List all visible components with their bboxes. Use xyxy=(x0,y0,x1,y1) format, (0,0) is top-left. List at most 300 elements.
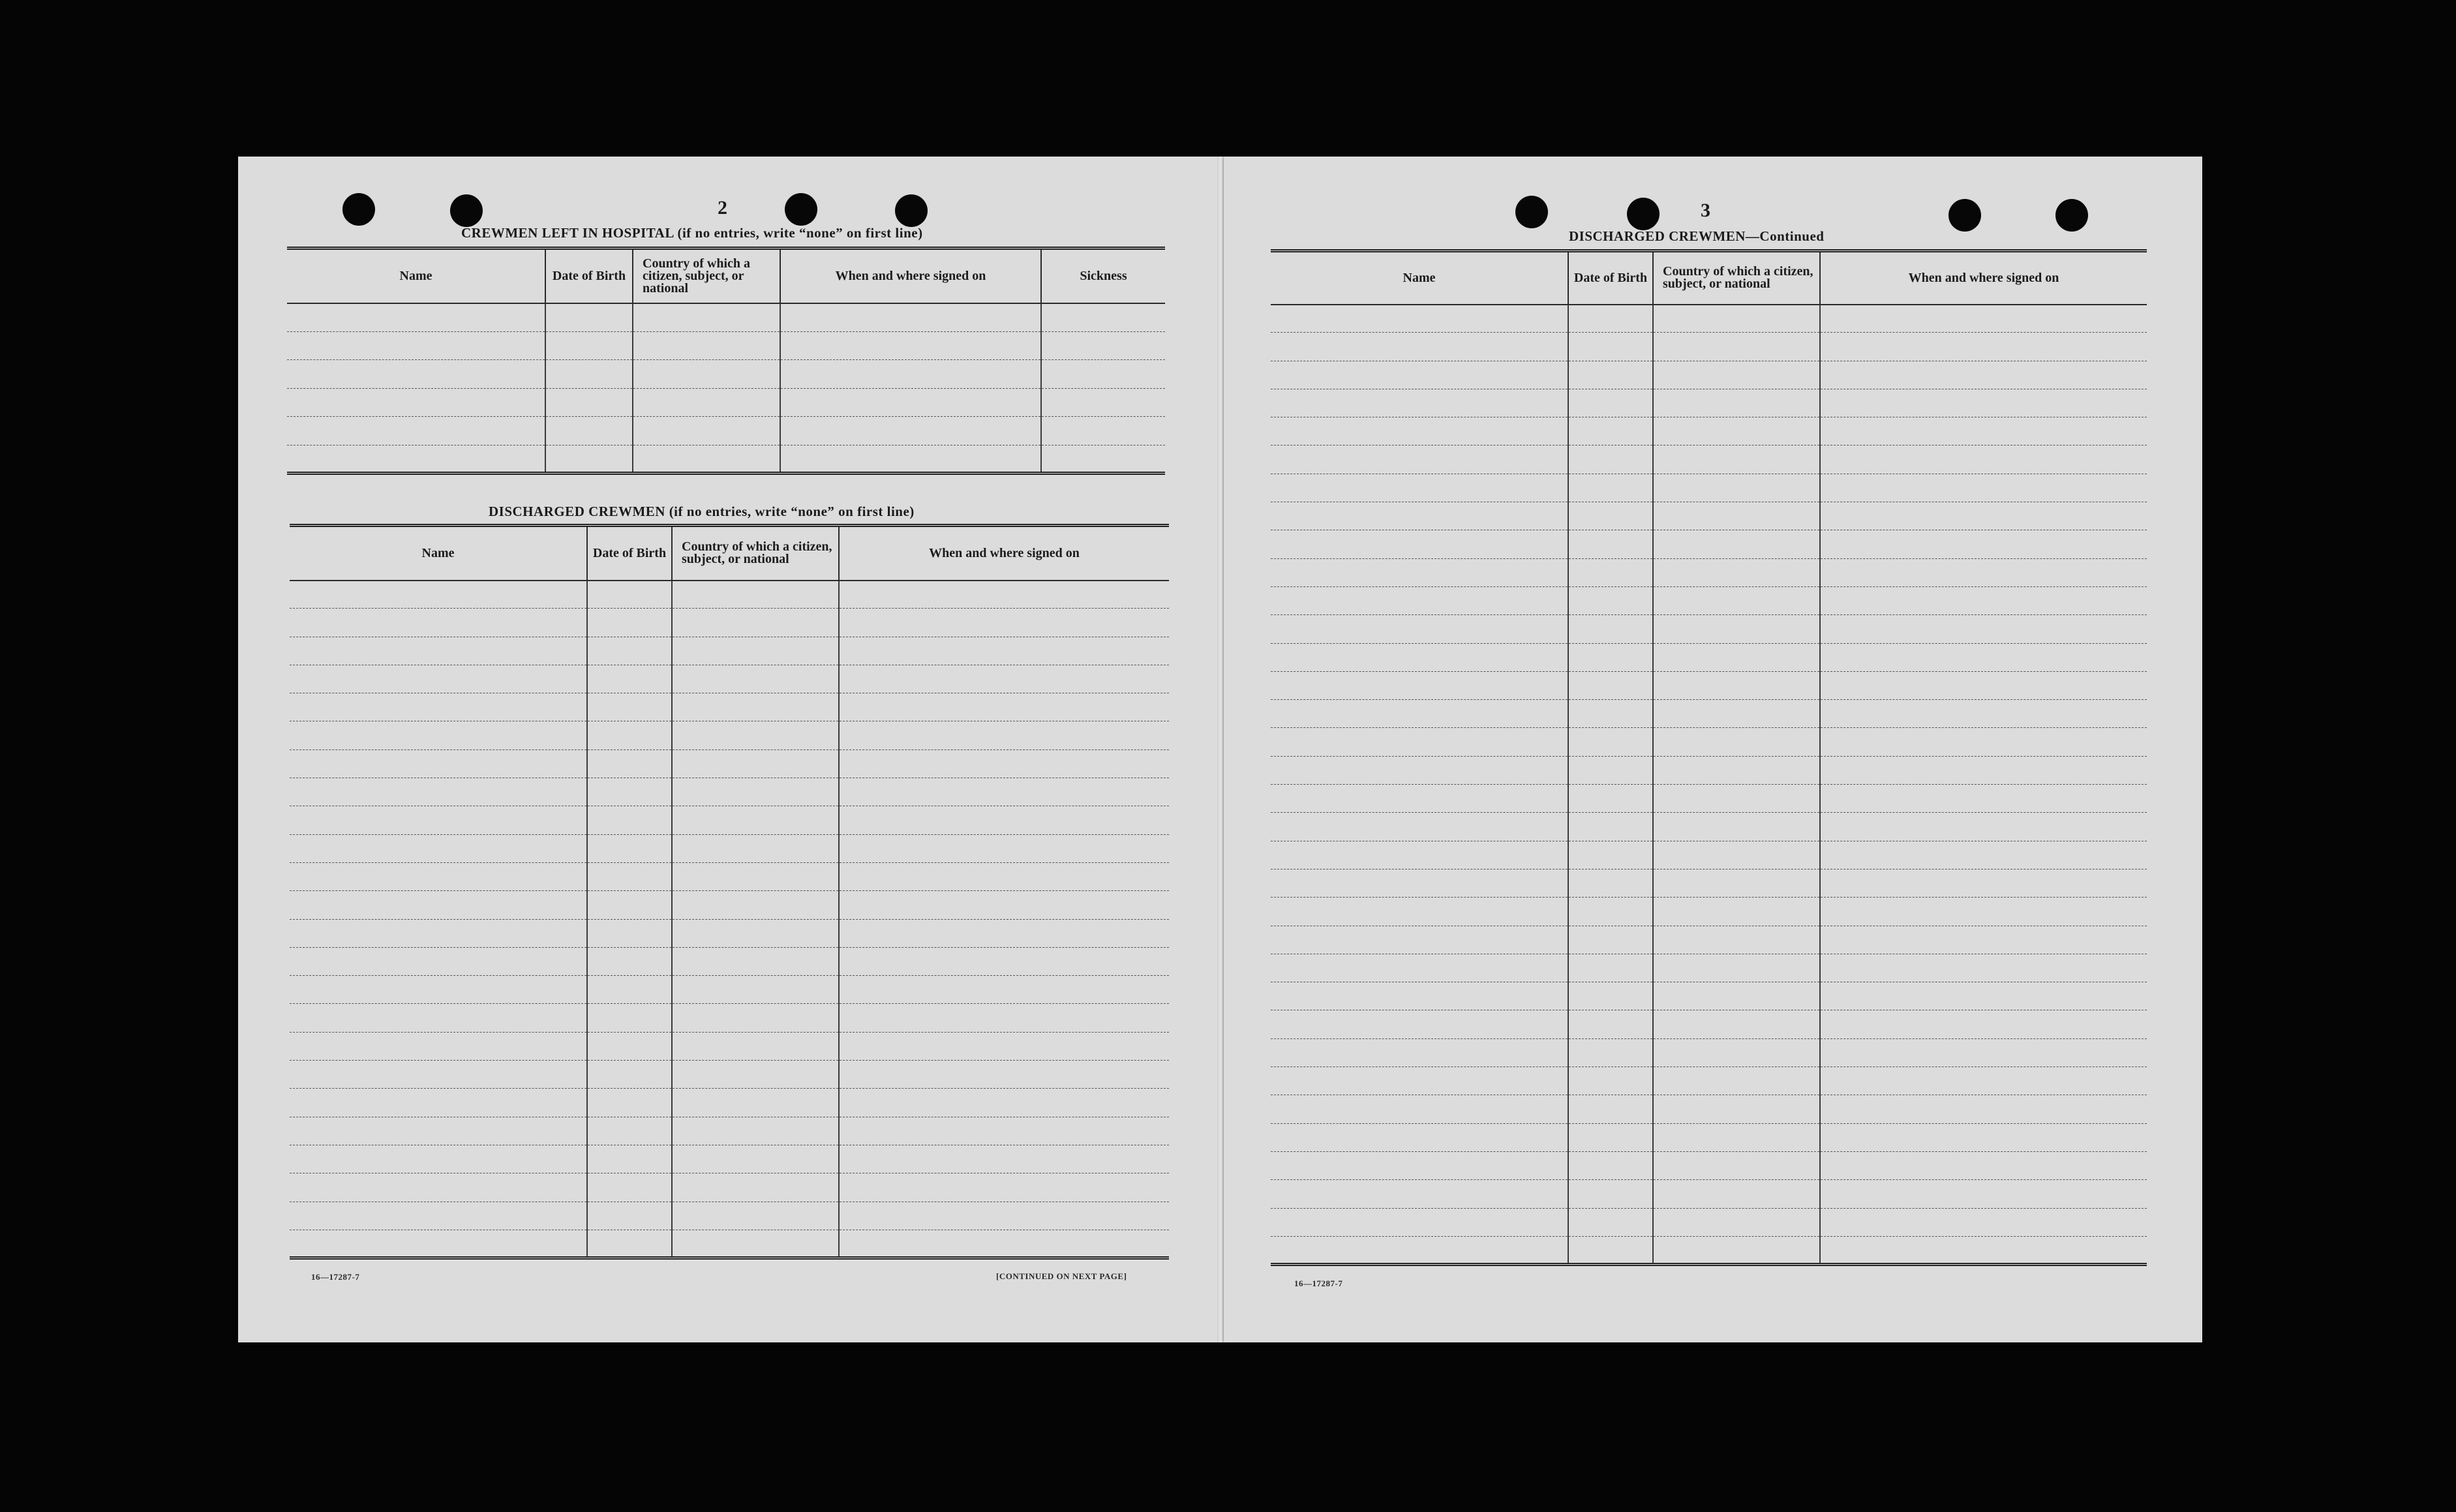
blank-entry-cell xyxy=(290,1202,587,1230)
blank-entry-cell xyxy=(290,609,587,637)
blank-entry-cell xyxy=(1568,869,1653,897)
blank-entry-cell xyxy=(1653,1010,1820,1038)
hospital-section-title xyxy=(461,225,923,241)
hospital-title-note: (if no entries, write “none” on first line) xyxy=(677,225,923,241)
blank-entry-cell xyxy=(290,976,587,1004)
blank-entry-cell xyxy=(1271,1067,1568,1095)
blank-entry-cell xyxy=(1271,389,1568,417)
page-number: 2 xyxy=(718,197,727,219)
blank-entry-cell xyxy=(1653,502,1820,530)
blank-entry-row xyxy=(290,581,1169,609)
blank-entry-cell xyxy=(1271,785,1568,813)
blank-entry-cell xyxy=(1271,305,1568,333)
blank-entry-cell xyxy=(1271,361,1568,389)
col-header-signed-on: When and where signed on xyxy=(1820,251,2147,305)
blank-entry-cell xyxy=(290,919,587,947)
blank-entry-cell xyxy=(287,445,545,474)
blank-entry-cell xyxy=(287,360,545,389)
blank-entry-cell xyxy=(1271,333,1568,361)
blank-entry-cell xyxy=(1271,558,1568,586)
blank-entry-cell xyxy=(633,388,780,417)
blank-entry-cell xyxy=(587,721,672,749)
blank-entry-cell xyxy=(1820,474,2147,502)
blank-entry-cell xyxy=(1820,926,2147,954)
blank-entry-cell xyxy=(1568,700,1653,728)
blank-entry-cell xyxy=(1568,898,1653,926)
blank-entry-cell xyxy=(1653,1095,1820,1123)
blank-entry-cell xyxy=(290,1061,587,1089)
blank-entry-cell xyxy=(672,693,839,721)
blank-entry-row xyxy=(1271,305,2147,333)
blank-entry-cell xyxy=(1568,417,1653,446)
blank-entry-row xyxy=(287,303,1165,332)
punch-hole xyxy=(1515,196,1548,228)
blank-entry-cell xyxy=(587,693,672,721)
blank-entry-row xyxy=(1271,785,2147,813)
blank-entry-cell xyxy=(287,331,545,360)
blank-entry-cell xyxy=(1271,1208,1568,1236)
col-header-signed-on: When and where signed on xyxy=(780,249,1041,303)
blank-entry-cell xyxy=(672,778,839,806)
blank-entry-cell xyxy=(839,834,1169,862)
blank-entry-cell xyxy=(290,947,587,975)
blank-entry-row xyxy=(290,1117,1169,1145)
blank-entry-cell xyxy=(780,417,1041,446)
blank-entry-cell xyxy=(672,749,839,778)
blank-entry-cell xyxy=(587,749,672,778)
col-header-country: Country of which a citizen, subject, or national xyxy=(672,526,839,581)
blank-entry-row xyxy=(1271,361,2147,389)
blank-entry-cell xyxy=(672,609,839,637)
blank-entry-cell xyxy=(839,637,1169,665)
blank-entry-cell xyxy=(1568,530,1653,558)
blank-entry-cell xyxy=(290,1173,587,1202)
blank-entry-cell xyxy=(780,331,1041,360)
blank-entry-cell xyxy=(1820,502,2147,530)
blank-entry-cell xyxy=(290,891,587,919)
punch-hole xyxy=(342,193,375,226)
blank-entry-cell xyxy=(1820,446,2147,474)
blank-entry-cell xyxy=(780,303,1041,332)
blank-entry-cell xyxy=(1653,756,1820,784)
blank-entry-cell xyxy=(290,806,587,834)
blank-entry-cell xyxy=(587,637,672,665)
blank-entry-row xyxy=(1271,643,2147,671)
blank-entry-row xyxy=(290,806,1169,834)
blank-entry-cell xyxy=(1568,785,1653,813)
blank-entry-cell xyxy=(1820,643,2147,671)
blank-entry-cell xyxy=(1568,558,1653,586)
blank-entry-row xyxy=(1271,982,2147,1010)
blank-entry-cell xyxy=(1271,1180,1568,1208)
blank-entry-cell xyxy=(839,1032,1169,1060)
blank-entry-cell xyxy=(839,1202,1169,1230)
blank-entry-cell xyxy=(1653,785,1820,813)
blank-entry-row xyxy=(1271,446,2147,474)
blank-entry-cell xyxy=(1653,1067,1820,1095)
blank-entry-cell xyxy=(587,609,672,637)
blank-entry-cell xyxy=(672,665,839,693)
blank-entry-row xyxy=(290,891,1169,919)
blank-entry-cell xyxy=(290,778,587,806)
blank-entry-cell xyxy=(1271,446,1568,474)
blank-entry-cell xyxy=(1653,558,1820,586)
blank-entry-cell xyxy=(1568,1038,1653,1066)
blank-entry-cell xyxy=(1568,474,1653,502)
blank-entry-cell xyxy=(1271,1236,1568,1264)
blank-entry-cell xyxy=(1820,671,2147,699)
blank-entry-cell xyxy=(1820,728,2147,756)
blank-entry-cell xyxy=(1568,813,1653,841)
blank-entry-cell xyxy=(672,806,839,834)
blank-entry-row xyxy=(290,1089,1169,1117)
blank-entry-row xyxy=(287,360,1165,389)
blank-entry-cell xyxy=(1041,331,1165,360)
blank-entry-cell xyxy=(1653,305,1820,333)
blank-entry-cell xyxy=(1653,841,1820,869)
blank-entry-cell xyxy=(1568,446,1653,474)
blank-entry-cell xyxy=(1653,898,1820,926)
blank-entry-row xyxy=(290,637,1169,665)
blank-entry-cell xyxy=(1271,728,1568,756)
blank-entry-cell xyxy=(1653,446,1820,474)
blank-entry-cell xyxy=(587,1089,672,1117)
blank-entry-cell xyxy=(1653,671,1820,699)
blank-entry-cell xyxy=(839,778,1169,806)
col-header-sickness: Sickness xyxy=(1041,249,1165,303)
blank-entry-cell xyxy=(839,1061,1169,1089)
col-header-name: Name xyxy=(290,526,587,581)
blank-entry-cell xyxy=(1820,841,2147,869)
blank-entry-cell xyxy=(672,1173,839,1202)
blank-entry-cell xyxy=(633,417,780,446)
blank-entry-row xyxy=(290,862,1169,890)
blank-entry-row xyxy=(1271,926,2147,954)
blank-entry-row xyxy=(290,693,1169,721)
blank-entry-cell xyxy=(1568,1151,1653,1179)
blank-entry-cell xyxy=(587,1061,672,1089)
blank-entry-cell xyxy=(1820,558,2147,586)
hospital-table xyxy=(287,247,1165,475)
blank-entry-cell xyxy=(839,721,1169,749)
blank-entry-cell xyxy=(1568,305,1653,333)
col-header-date-of-birth: Date of Birth xyxy=(545,249,633,303)
blank-entry-row xyxy=(290,947,1169,975)
blank-entry-cell xyxy=(1653,1236,1820,1264)
blank-entry-cell xyxy=(672,862,839,890)
blank-entry-cell xyxy=(587,891,672,919)
discharged-continued-title: DISCHARGED CREWMEN—Continued xyxy=(1569,228,1825,244)
blank-entry-row xyxy=(290,721,1169,749)
blank-entry-cell xyxy=(1568,728,1653,756)
blank-entry-cell xyxy=(1653,1038,1820,1066)
col-header-country: Country of which a citizen, subject, or national xyxy=(633,249,780,303)
blank-entry-cell xyxy=(1653,1208,1820,1236)
blank-entry-row xyxy=(1271,671,2147,699)
blank-entry-cell xyxy=(1568,333,1653,361)
blank-entry-row xyxy=(1271,728,2147,756)
blank-entry-cell xyxy=(1568,361,1653,389)
blank-entry-cell xyxy=(839,806,1169,834)
blank-entry-cell xyxy=(587,862,672,890)
blank-entry-cell xyxy=(1653,1180,1820,1208)
blank-entry-cell xyxy=(1653,926,1820,954)
blank-entry-cell xyxy=(1820,1095,2147,1123)
blank-entry-cell xyxy=(1653,728,1820,756)
blank-entry-row xyxy=(1271,389,2147,417)
blank-entry-cell xyxy=(1271,756,1568,784)
blank-entry-cell xyxy=(839,749,1169,778)
blank-entry-cell xyxy=(1653,1123,1820,1151)
blank-entry-cell xyxy=(1653,869,1820,897)
blank-entry-cell xyxy=(1653,361,1820,389)
blank-entry-cell xyxy=(587,834,672,862)
blank-entry-cell xyxy=(290,1032,587,1060)
blank-entry-row xyxy=(1271,841,2147,869)
blank-entry-row xyxy=(1271,1010,2147,1038)
blank-entry-cell xyxy=(290,1145,587,1173)
blank-entry-cell xyxy=(1041,445,1165,474)
blank-entry-cell xyxy=(545,331,633,360)
blank-entry-cell xyxy=(290,637,587,665)
hospital-title-text: CREWMEN LEFT IN HOSPITAL xyxy=(461,225,674,241)
blank-entry-cell xyxy=(672,1202,839,1230)
blank-entry-cell xyxy=(839,976,1169,1004)
blank-entry-cell xyxy=(1041,388,1165,417)
blank-entry-cell xyxy=(839,1004,1169,1032)
punch-hole xyxy=(1948,199,1981,232)
blank-entry-cell xyxy=(1820,1123,2147,1151)
discharged-table xyxy=(290,524,1169,1260)
blank-entry-cell xyxy=(839,947,1169,975)
blank-entry-cell xyxy=(545,417,633,446)
blank-entry-cell xyxy=(1041,417,1165,446)
blank-entry-cell xyxy=(1653,474,1820,502)
blank-entry-row xyxy=(290,778,1169,806)
blank-entry-cell xyxy=(545,388,633,417)
blank-entry-cell xyxy=(1820,1067,2147,1095)
blank-entry-cell xyxy=(1653,700,1820,728)
blank-entry-cell xyxy=(1568,1010,1653,1038)
blank-entry-cell xyxy=(1568,982,1653,1010)
blank-entry-cell xyxy=(1820,1236,2147,1264)
blank-entry-row xyxy=(1271,756,2147,784)
blank-entry-cell xyxy=(1271,982,1568,1010)
blank-entry-cell xyxy=(672,721,839,749)
blank-entry-cell xyxy=(587,1173,672,1202)
blank-entry-cell xyxy=(587,778,672,806)
blank-entry-row xyxy=(290,834,1169,862)
blank-entry-cell xyxy=(1820,305,2147,333)
blank-entry-row xyxy=(1271,502,2147,530)
blank-entry-cell xyxy=(1271,869,1568,897)
blank-entry-cell xyxy=(1820,615,2147,643)
blank-entry-cell xyxy=(290,693,587,721)
blank-entry-row xyxy=(290,609,1169,637)
blank-entry-cell xyxy=(1568,1067,1653,1095)
blank-entry-cell xyxy=(1653,813,1820,841)
blank-entry-cell xyxy=(1568,926,1653,954)
blank-entry-cell xyxy=(839,665,1169,693)
blank-entry-cell xyxy=(545,303,633,332)
blank-entry-cell xyxy=(780,445,1041,474)
blank-entry-cell xyxy=(672,1004,839,1032)
blank-entry-cell xyxy=(1271,700,1568,728)
blank-entry-row xyxy=(1271,333,2147,361)
blank-entry-cell xyxy=(1653,530,1820,558)
blank-entry-cell xyxy=(587,1004,672,1032)
punch-hole xyxy=(1627,198,1660,230)
blank-entry-cell xyxy=(587,1202,672,1230)
blank-entry-row xyxy=(1271,898,2147,926)
blank-entry-row xyxy=(1271,1123,2147,1151)
blank-entry-cell xyxy=(290,665,587,693)
blank-entry-cell xyxy=(672,834,839,862)
blank-entry-cell xyxy=(672,1061,839,1089)
blank-entry-cell xyxy=(633,331,780,360)
blank-entry-row xyxy=(1271,615,2147,643)
col-header-name: Name xyxy=(287,249,545,303)
blank-entry-cell xyxy=(839,919,1169,947)
blank-entry-cell xyxy=(290,834,587,862)
blank-entry-row xyxy=(290,976,1169,1004)
blank-entry-cell xyxy=(1568,1236,1653,1264)
blank-entry-cell xyxy=(587,1032,672,1060)
blank-entry-cell xyxy=(1653,954,1820,982)
blank-entry-cell xyxy=(1653,1151,1820,1179)
blank-entry-cell xyxy=(587,976,672,1004)
form-code: 16—17287-7 xyxy=(311,1272,360,1282)
blank-entry-cell xyxy=(290,721,587,749)
page-number: 3 xyxy=(1701,200,1710,221)
col-header-country: Country of which a citizen, subject, or national xyxy=(1653,251,1820,305)
blank-entry-cell xyxy=(672,976,839,1004)
blank-entry-cell xyxy=(1568,954,1653,982)
blank-entry-cell xyxy=(1568,615,1653,643)
punch-hole xyxy=(785,193,817,226)
blank-entry-cell xyxy=(839,1173,1169,1202)
blank-entry-cell xyxy=(839,891,1169,919)
discharged-section-title xyxy=(489,504,915,520)
blank-entry-row xyxy=(290,1230,1169,1258)
blank-entry-row xyxy=(290,1202,1169,1230)
blank-entry-row xyxy=(1271,530,2147,558)
blank-entry-cell xyxy=(1568,389,1653,417)
blank-entry-cell xyxy=(1820,1208,2147,1236)
blank-entry-cell xyxy=(587,581,672,609)
blank-entry-cell xyxy=(1820,389,2147,417)
blank-entry-row xyxy=(1271,586,2147,614)
blank-entry-row xyxy=(290,749,1169,778)
blank-entry-cell xyxy=(1271,671,1568,699)
blank-entry-cell xyxy=(672,1117,839,1145)
blank-entry-cell xyxy=(587,947,672,975)
blank-entry-cell xyxy=(1568,671,1653,699)
blank-entry-cell xyxy=(633,445,780,474)
blank-entry-cell xyxy=(1271,1123,1568,1151)
blank-entry-cell xyxy=(1271,1151,1568,1179)
blank-entry-row xyxy=(1271,1180,2147,1208)
blank-entry-cell xyxy=(1271,954,1568,982)
blank-entry-cell xyxy=(1271,502,1568,530)
blank-entry-cell xyxy=(1568,502,1653,530)
blank-entry-cell xyxy=(839,862,1169,890)
blank-entry-row xyxy=(1271,1208,2147,1236)
blank-entry-cell xyxy=(290,862,587,890)
blank-entry-cell xyxy=(1820,333,2147,361)
blank-entry-cell xyxy=(1653,615,1820,643)
blank-entry-cell xyxy=(839,1089,1169,1117)
blank-entry-cell xyxy=(672,947,839,975)
blank-entry-cell xyxy=(1271,586,1568,614)
blank-entry-cell xyxy=(1820,982,2147,1010)
blank-entry-cell xyxy=(1820,1010,2147,1038)
blank-entry-cell xyxy=(1568,841,1653,869)
discharged-title-text: DISCHARGED CREWMEN xyxy=(489,504,665,519)
blank-entry-cell xyxy=(1820,700,2147,728)
blank-entry-cell xyxy=(287,417,545,446)
blank-entry-row xyxy=(1271,1038,2147,1066)
blank-entry-cell xyxy=(672,581,839,609)
blank-entry-cell xyxy=(1820,1151,2147,1179)
punch-hole xyxy=(895,194,928,227)
blank-entry-cell xyxy=(839,1230,1169,1258)
blank-entry-cell xyxy=(1653,417,1820,446)
blank-entry-row xyxy=(290,919,1169,947)
blank-entry-cell xyxy=(587,1145,672,1173)
blank-entry-cell xyxy=(1271,813,1568,841)
blank-entry-cell xyxy=(1820,1180,2147,1208)
blank-entry-cell xyxy=(1271,643,1568,671)
blank-entry-cell xyxy=(672,1032,839,1060)
blank-entry-cell xyxy=(287,303,545,332)
blank-entry-cell xyxy=(780,388,1041,417)
blank-entry-row xyxy=(1271,813,2147,841)
blank-entry-cell xyxy=(633,360,780,389)
blank-entry-cell xyxy=(1568,1180,1653,1208)
blank-entry-cell xyxy=(1820,869,2147,897)
blank-entry-cell xyxy=(1271,1095,1568,1123)
blank-entry-cell xyxy=(1653,643,1820,671)
col-header-name: Name xyxy=(1271,251,1568,305)
blank-entry-cell xyxy=(1820,813,2147,841)
blank-entry-cell xyxy=(1653,333,1820,361)
blank-entry-cell xyxy=(1653,586,1820,614)
blank-entry-row xyxy=(287,331,1165,360)
blank-entry-cell xyxy=(839,693,1169,721)
blank-entry-cell xyxy=(1820,417,2147,446)
col-header-signed-on: When and where signed on xyxy=(839,526,1169,581)
blank-entry-cell xyxy=(1568,586,1653,614)
blank-entry-cell xyxy=(587,806,672,834)
blank-entry-cell xyxy=(1820,756,2147,784)
blank-entry-row xyxy=(1271,417,2147,446)
blank-entry-cell xyxy=(287,388,545,417)
blank-entry-cell xyxy=(1568,1095,1653,1123)
blank-entry-cell xyxy=(672,891,839,919)
blank-entry-row xyxy=(290,1061,1169,1089)
blank-entry-cell xyxy=(1271,1010,1568,1038)
blank-entry-row xyxy=(1271,869,2147,897)
blank-entry-row xyxy=(290,665,1169,693)
blank-entry-row xyxy=(287,417,1165,446)
blank-entry-row xyxy=(287,445,1165,474)
blank-entry-cell xyxy=(1568,643,1653,671)
blank-entry-row xyxy=(1271,1095,2147,1123)
discharged-title-note: (if no entries, write “none” on first line) xyxy=(669,504,915,519)
blank-entry-cell xyxy=(1041,303,1165,332)
col-header-date-of-birth: Date of Birth xyxy=(587,526,672,581)
